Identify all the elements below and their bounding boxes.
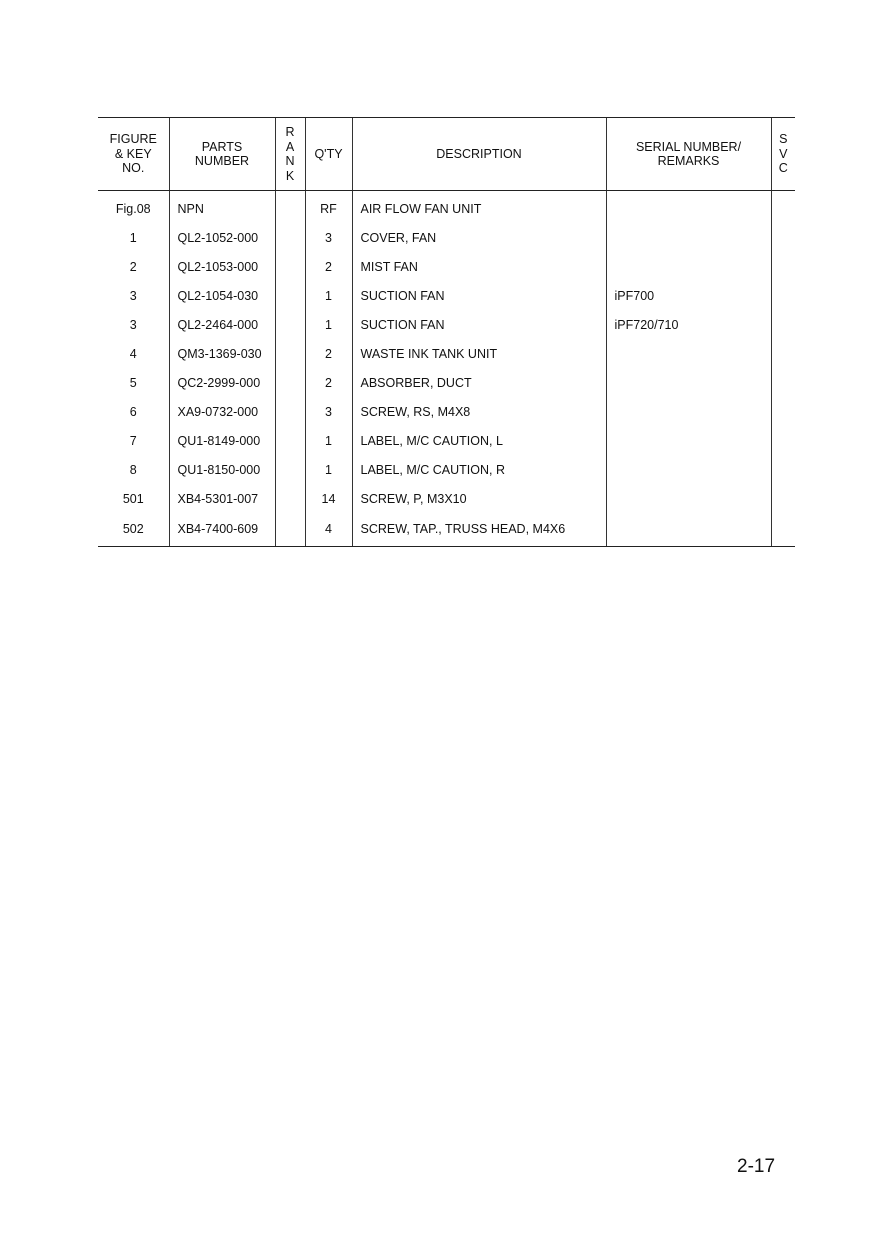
qty-cell: 2 xyxy=(305,369,352,398)
description-cell: LABEL, M/C CAUTION, R xyxy=(352,456,606,485)
qty-cell: 4 xyxy=(305,514,352,547)
qty-cell: 3 xyxy=(305,223,352,252)
rank-cell xyxy=(275,514,305,547)
svc-cell xyxy=(771,191,795,224)
figure-key-cell: 7 xyxy=(129,434,137,449)
figure-key-cell: 3 xyxy=(129,288,137,303)
parts-number-cell: QL2-1052-000 xyxy=(169,223,275,252)
parts-number-cell: QU1-8149-000 xyxy=(169,427,275,456)
qty-cell: 1 xyxy=(305,427,352,456)
serial-remarks-cell xyxy=(606,223,771,252)
qty-cell: 14 xyxy=(305,485,352,514)
table-row xyxy=(98,514,795,547)
parts-number-cell: QC2-2999-000 xyxy=(169,369,275,398)
parts-number-cell: QL2-1053-000 xyxy=(169,252,275,281)
table-row xyxy=(98,339,795,368)
svc-cell xyxy=(771,369,795,398)
table-row xyxy=(98,223,795,252)
table-row xyxy=(98,485,795,514)
table-header xyxy=(98,118,795,191)
svc-cell xyxy=(771,514,795,547)
rank-cell xyxy=(275,456,305,485)
table-row xyxy=(98,456,795,485)
header-qty: Q'TY xyxy=(305,118,352,191)
serial-remarks-cell xyxy=(606,514,771,547)
parts-number-cell: QU1-8150-000 xyxy=(169,456,275,485)
table-row xyxy=(98,398,795,427)
header-description: DESCRIPTION xyxy=(352,118,606,191)
serial-remarks-cell xyxy=(606,339,771,368)
description-cell: SCREW, TAP., TRUSS HEAD, M4X6 xyxy=(352,514,606,547)
parts-number-cell: QL2-1054-030 xyxy=(169,281,275,310)
rank-cell xyxy=(275,369,305,398)
serial-remarks-cell xyxy=(606,369,771,398)
description-cell: MIST FAN xyxy=(352,252,606,281)
svc-cell xyxy=(771,427,795,456)
figure-key-cell: 3 xyxy=(129,317,137,332)
header-parts-number: PARTS NUMBER xyxy=(169,118,275,191)
svc-cell xyxy=(771,485,795,514)
parts-number-cell: NPN xyxy=(169,191,275,224)
svc-cell xyxy=(771,310,795,339)
description-cell: ABSORBER, DUCT xyxy=(352,369,606,398)
rank-cell xyxy=(275,339,305,368)
rank-cell xyxy=(275,281,305,310)
header-rank: R A N K xyxy=(275,118,305,191)
rank-cell xyxy=(275,427,305,456)
description-cell: SCREW, RS, M4X8 xyxy=(352,398,606,427)
figure-key-cell: Fig.08 xyxy=(115,201,151,216)
svc-cell xyxy=(771,339,795,368)
rank-cell xyxy=(275,252,305,281)
figure-key-cell: 501 xyxy=(122,492,144,507)
header-svc: S V C xyxy=(771,118,795,191)
serial-remarks-cell xyxy=(606,398,771,427)
description-cell: WASTE INK TANK UNIT xyxy=(352,339,606,368)
description-cell: LABEL, M/C CAUTION, L xyxy=(352,427,606,456)
table-row xyxy=(98,191,795,224)
table-row xyxy=(98,281,795,310)
qty-cell: 3 xyxy=(305,398,352,427)
serial-remarks-cell: iPF700 xyxy=(606,281,771,310)
table-row xyxy=(98,427,795,456)
rank-cell xyxy=(275,191,305,224)
serial-remarks-cell: iPF720/710 xyxy=(606,310,771,339)
rank-cell xyxy=(275,310,305,339)
serial-remarks-cell xyxy=(606,485,771,514)
description-cell: SUCTION FAN xyxy=(352,310,606,339)
figure-key-cell: 6 xyxy=(129,405,137,420)
figure-key-cell: 502 xyxy=(98,514,169,547)
parts-table xyxy=(98,117,795,547)
table-row xyxy=(98,252,795,281)
figure-key-cell: 5 xyxy=(129,376,137,391)
qty-cell: RF xyxy=(305,191,352,224)
figure-key-cell: 4 xyxy=(129,347,137,362)
serial-remarks-cell xyxy=(606,252,771,281)
description-cell: SUCTION FAN xyxy=(352,281,606,310)
parts-number-cell: QM3-1369-030 xyxy=(169,339,275,368)
parts-number-cell: XA9-0732-000 xyxy=(169,398,275,427)
svc-cell xyxy=(771,281,795,310)
table-body xyxy=(98,191,795,547)
serial-remarks-cell xyxy=(606,456,771,485)
figure-key-cell: 1 xyxy=(129,230,137,245)
rank-cell xyxy=(275,398,305,427)
rank-cell xyxy=(275,485,305,514)
header-figure: FIGURE & KEY NO. xyxy=(98,118,169,191)
svc-cell xyxy=(771,252,795,281)
table-row xyxy=(98,310,795,339)
rank-cell xyxy=(275,223,305,252)
description-cell: AIR FLOW FAN UNIT xyxy=(352,191,606,224)
figure-key-cell: 2 xyxy=(129,259,137,274)
page-number: 2-17 xyxy=(737,1156,776,1177)
figure-key-cell: 8 xyxy=(129,463,137,478)
header-serial-remarks: SERIAL NUMBER/ REMARKS xyxy=(606,118,771,191)
svc-cell xyxy=(771,398,795,427)
serial-remarks-cell xyxy=(606,427,771,456)
table-row xyxy=(98,369,795,398)
qty-cell: 2 xyxy=(305,339,352,368)
svc-cell xyxy=(771,456,795,485)
qty-cell: 2 xyxy=(305,252,352,281)
parts-number-cell: XB4-7400-609 xyxy=(169,514,275,547)
parts-number-cell: QL2-2464-000 xyxy=(169,310,275,339)
qty-cell: 1 xyxy=(305,456,352,485)
qty-cell: 1 xyxy=(305,310,352,339)
description-cell: COVER, FAN xyxy=(352,223,606,252)
svc-cell xyxy=(771,223,795,252)
parts-number-cell: XB4-5301-007 xyxy=(169,485,275,514)
serial-remarks-cell xyxy=(606,191,771,224)
qty-cell: 1 xyxy=(305,281,352,310)
description-cell: SCREW, P, M3X10 xyxy=(352,485,606,514)
